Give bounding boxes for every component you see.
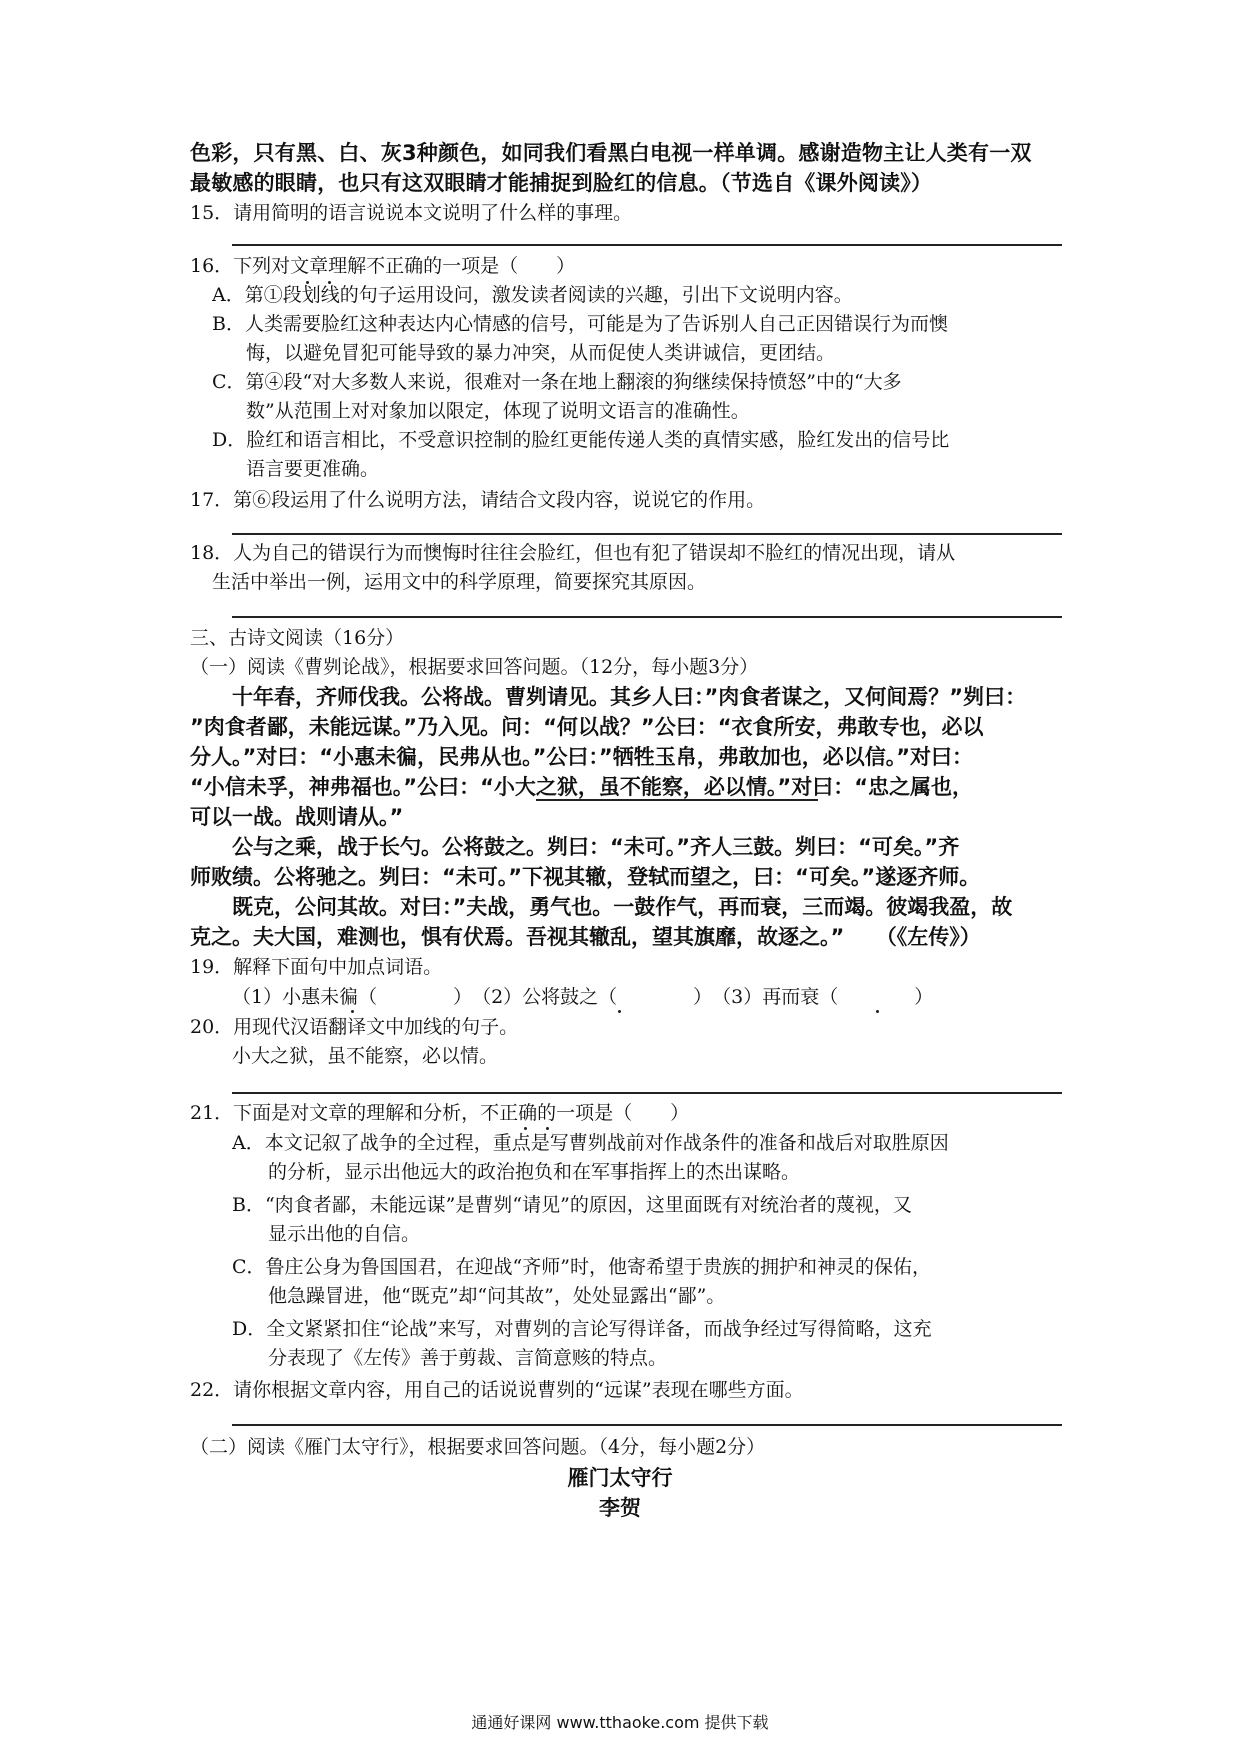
question-15: 15．请用简明的语言说说本文说明了什么样的事理。 xyxy=(190,202,633,224)
passage-1-line-1: 十年春，齐师伐我。公将战。曹刿请见。其乡人曰：”肉食者谋之，又何间焉？”刿曰： xyxy=(232,685,1027,709)
passage-3-line-2: 克之。夫大国，难测也，惧有伏焉。吾视其辙乱，望其旗靡，故逐之。” （《左传》） xyxy=(190,925,981,949)
question-21-option-c-line-2: 他急躁冒进，他“既克”却“问其故”，处处显露出“鄙”。 xyxy=(268,1285,726,1307)
section-3-title: 三、古诗文阅读（16分） xyxy=(190,627,405,649)
question-18-line-1: 18．人为自己的错误行为而懊悔时往往会脸红，但也有犯了错误却不脸红的情况出现，请从 xyxy=(190,542,956,564)
question-16-option-d-line-2: 语言要更准确。 xyxy=(246,458,380,480)
question-21-option-b-line-1: B．“肉食者鄙，未能远谋”是曹刿“请见”的原因，这里面既有对统治者的蔑视，又 xyxy=(232,1194,912,1216)
question-16-option-d-line-1: D．脸红和语言相比，不受意识控制的脸红更能传递人类的真情实感，脸红发出的信号比 xyxy=(212,429,950,451)
question-16-option-b-line-1: B．人类需要脸红这种表达内心情感的信号，可能是为了告诉别人自己正因错误行为而懊 xyxy=(212,313,948,335)
question-21-option-c-line-1: C．鲁庄公身为鲁国国君，在迎战“齐师”时，他寄希望于贵族的拥护和神灵的保佑， xyxy=(232,1256,931,1278)
answer-line-20[interactable] xyxy=(232,1092,1062,1094)
question-17: 17．第⑥段运用了什么说明方法，请结合文段内容，说说它的作用。 xyxy=(190,489,766,511)
question-19-items: （1）小惠未徧（ ） （2）公将鼓之（ ） （3）再而衰（ ） xyxy=(232,986,934,1008)
question-19-stem: 19．解释下面句中加点词语。 xyxy=(190,956,443,978)
question-16-option-c-line-1: C．第④段“对大多数人来说，很难对一条在地上翻滚的狗继续保持愤怒”中的“大多 xyxy=(212,371,902,393)
question-16-option-c-line-2: 数”从范围上对对象加以限定，体现了说明文语言的准确性。 xyxy=(246,400,750,422)
emphasis-dot xyxy=(328,281,331,284)
answer-line-22[interactable] xyxy=(232,1424,1062,1426)
question-21-stem: 21．下面是对文章的理解和分析，不正确的一项是（ ） xyxy=(190,1102,690,1124)
page-footer: 通通好课网 www.tthaoke.com 提供下载 xyxy=(471,1713,769,1732)
question-16-stem: 16．下列对文章理解不正确的一项是（ ） xyxy=(190,255,576,277)
question-21-option-d-line-2: 分表现了《左传》善于剪裁、言简意赅的特点。 xyxy=(268,1347,668,1369)
poem-author: 李贺 xyxy=(599,1496,641,1520)
question-22: 22．请你根据文章内容，用自己的话说说曹刿的“远谋”表现在哪些方面。 xyxy=(190,1379,804,1401)
passage-1-line-2: ”肉食者鄙，未能远谋。”乃入见。问：“何以战？”公曰：“衣食所安，弗敢专也，必以 xyxy=(190,715,984,739)
emphasis-dot xyxy=(306,281,309,284)
passage-2-line-2: 师败绩。公将驰之。刿曰：“未可。”下视其辙，登轼而望之，曰：“可矣。”遂逐齐师。 xyxy=(190,865,981,889)
question-20-stem: 20．用现代汉语翻译文中加线的句子。 xyxy=(190,1016,519,1038)
section-3-sub-2: （二）阅读《雁门太守行》，根据要求回答问题。（4分，每小题2分） xyxy=(190,1436,766,1458)
poem-title: 雁门太守行 xyxy=(567,1466,673,1490)
question-21-option-a-line-1: A．本文记叙了战争的全过程，重点是写曹刿战前对作战条件的准备和战后对取胜原因 xyxy=(232,1132,949,1154)
passage-3-line-1: 既克，公问其故。对曰：”夫战，勇气也。一鼓作气，再而衰，三而竭。彼竭我盈，故 xyxy=(232,895,1013,919)
question-18-line-2: 生活中举出一例，运用文中的科学原理，简要探究其原因。 xyxy=(212,571,707,593)
answer-line-18[interactable] xyxy=(232,616,1062,618)
passage-1-line-5: 可以一战。战则请从。” xyxy=(190,805,404,829)
passage-2-line-1: 公与之乘，战于长勺。公将鼓之。刿曰：“未可。”齐人三鼓。刿曰：“可矣。”齐 xyxy=(232,835,960,859)
question-16-option-a: A．第①段划线的句子运用设问，激发读者阅读的兴趣，引出下文说明内容。 xyxy=(212,284,853,306)
intro-line-2: 最敏感的眼睛，也只有这双眼睛才能捕捉到脸红的信息。（节选自《课外阅读》） xyxy=(190,171,933,195)
answer-line-17[interactable] xyxy=(232,533,1062,535)
question-21-option-a-line-2: 的分析，显示出他远大的政治抱负和在军事指挥上的杰出谋略。 xyxy=(268,1161,801,1183)
question-20-sentence: 小大之狱，虽不能察，必以情。 xyxy=(232,1045,499,1067)
question-21-option-b-line-2: 显示出他的自信。 xyxy=(268,1223,421,1245)
question-21-option-d-line-1: D．全文紧紧扣住“论战”来写，对曹刿的言论写得详备，而战争经过写得简略，这充 xyxy=(232,1318,932,1340)
passage-1-line-3: 分人。”对曰：“小惠未徧，民弗从也。”公曰：”牺牲玉帛，弗敢加也，必以信。”对曰： xyxy=(190,745,974,769)
passage-1-line-4: “小信未孚，神弗福也。”公曰：“小大之狱，虽不能察，必以情。”对曰：“忠之属也， xyxy=(190,775,974,799)
section-3-sub-1: （一）阅读《曹刿论战》，根据要求回答问题。（12分，每小题3分） xyxy=(190,656,759,678)
answer-line-15[interactable] xyxy=(232,244,1062,246)
question-16-option-b-line-2: 悔，以避免冒犯可能导致的暴力冲突，从而促使人类讲诚信，更团结。 xyxy=(246,342,836,364)
intro-line-1: 色彩，只有黑、白、灰3种颜色，如同我们看黑白电视一样单调。感谢造物主让人类有一双 xyxy=(190,141,1032,165)
translation-underline xyxy=(536,799,818,801)
